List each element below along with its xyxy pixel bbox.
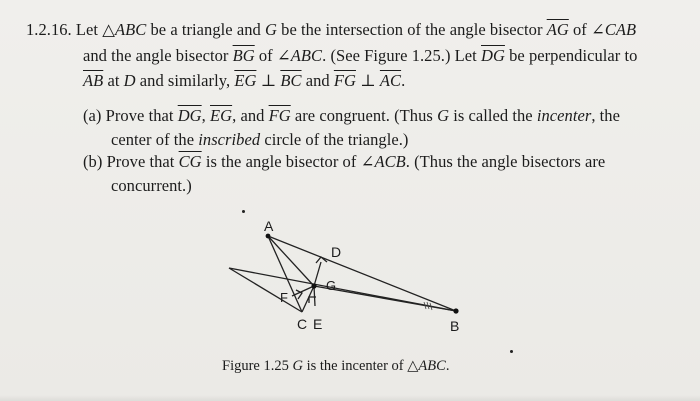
text-run: Let: [75, 20, 103, 39]
segment-eg: $\overline{EG}$: [210, 106, 233, 125]
text-run: center of the: [111, 130, 199, 149]
bisector-cg: [302, 286, 314, 312]
angle-acb: ∠ACB: [360, 152, 406, 171]
perp-symbol: ⊥: [256, 71, 281, 90]
text-run: of: [254, 46, 277, 65]
point-g: G: [292, 358, 303, 374]
label-b: B: [450, 318, 460, 334]
text-run: Prove that: [106, 152, 179, 171]
text-run: is the incenter of: [302, 358, 408, 374]
label-f: F: [280, 290, 288, 305]
tick-marks: [424, 302, 432, 310]
label-g: G: [326, 278, 337, 293]
segment-dg: $\overline{DG}$: [481, 46, 505, 65]
text-run: of: [568, 20, 591, 39]
vertex-a-dot: [266, 234, 271, 239]
segment-ac: $\overline{AC}$: [379, 71, 402, 90]
text-run: and similarly,: [135, 71, 235, 90]
perp-gd: [314, 262, 321, 286]
text-run: is the angle bisector of: [201, 152, 361, 171]
text-run: are congruent. (Thus: [290, 106, 438, 125]
point-g: G: [437, 106, 450, 125]
bisector-ag: [268, 236, 314, 286]
point-g: G: [265, 20, 277, 39]
triangle-abc: △ABC: [407, 358, 446, 374]
part-a-label: (a): [83, 106, 102, 125]
text-run: concurrent.): [111, 176, 192, 195]
segment-fg: $\overline{FG}$: [268, 106, 291, 125]
angle-abc: ∠ABC: [276, 46, 323, 65]
segment-dg: $\overline{DG}$: [177, 106, 202, 125]
vertex-b-dot: [453, 308, 458, 313]
text-run: .: [445, 358, 450, 374]
segment-eg: $\overline{EG}$: [234, 71, 257, 90]
label-e: E: [313, 316, 323, 332]
text-run: , and: [232, 106, 269, 125]
text-run: at: [103, 71, 124, 90]
term-incenter: incenter: [536, 106, 592, 125]
point-d: D: [123, 71, 136, 90]
text-run: is called the: [449, 106, 537, 125]
text-run: and the angle bisector: [83, 46, 233, 65]
text-run: . (Thus the angle bisectors are: [405, 152, 606, 171]
text-run: and: [301, 71, 334, 90]
figure-lines: [229, 236, 456, 312]
text-run: be the intersection of the angle bisector: [276, 20, 547, 39]
caption-prefix: Figure 1.25: [222, 358, 293, 374]
text-run: .: [401, 71, 406, 90]
speck: [242, 210, 245, 213]
label-c: C: [297, 316, 308, 332]
figure-caption: [222, 358, 449, 375]
text-run: be perpendicular to: [504, 46, 638, 65]
triangle-abc: △ABC: [102, 20, 147, 39]
term-inscribed: inscribed: [198, 130, 261, 149]
text-run: ,: [201, 106, 210, 125]
text-run: . (See Figure 1.25.) Let: [322, 46, 481, 65]
perp-ge: [314, 286, 315, 306]
segment-ab: $\overline{AB}$: [83, 71, 104, 90]
right-angle-d: [316, 257, 327, 263]
perp-symbol: ⊥: [355, 71, 380, 90]
text-run: Prove that: [105, 106, 178, 125]
segment-cg: $\overline{CG}$: [178, 152, 202, 171]
text-run: circle of the triangle.): [260, 130, 409, 149]
part-b-label: (b): [83, 152, 103, 171]
text-run: be a triangle and: [146, 20, 265, 39]
page-edge-shadow: [0, 395, 700, 401]
problem-number: 1.2.16.: [26, 20, 72, 39]
speck: [510, 350, 513, 353]
angle-cab: ∠CAB: [591, 20, 637, 39]
label-d: D: [331, 244, 342, 260]
label-a: A: [264, 218, 274, 234]
text-run: , the: [591, 106, 620, 125]
incenter-g-dot: [311, 283, 316, 288]
segment-bc: $\overline{BC}$: [280, 71, 302, 90]
segment-bg: $\overline{BG}$: [232, 46, 255, 65]
segment-fg: $\overline{FG}$: [333, 71, 356, 90]
segment-ag: $\overline{AG}$: [546, 20, 569, 39]
